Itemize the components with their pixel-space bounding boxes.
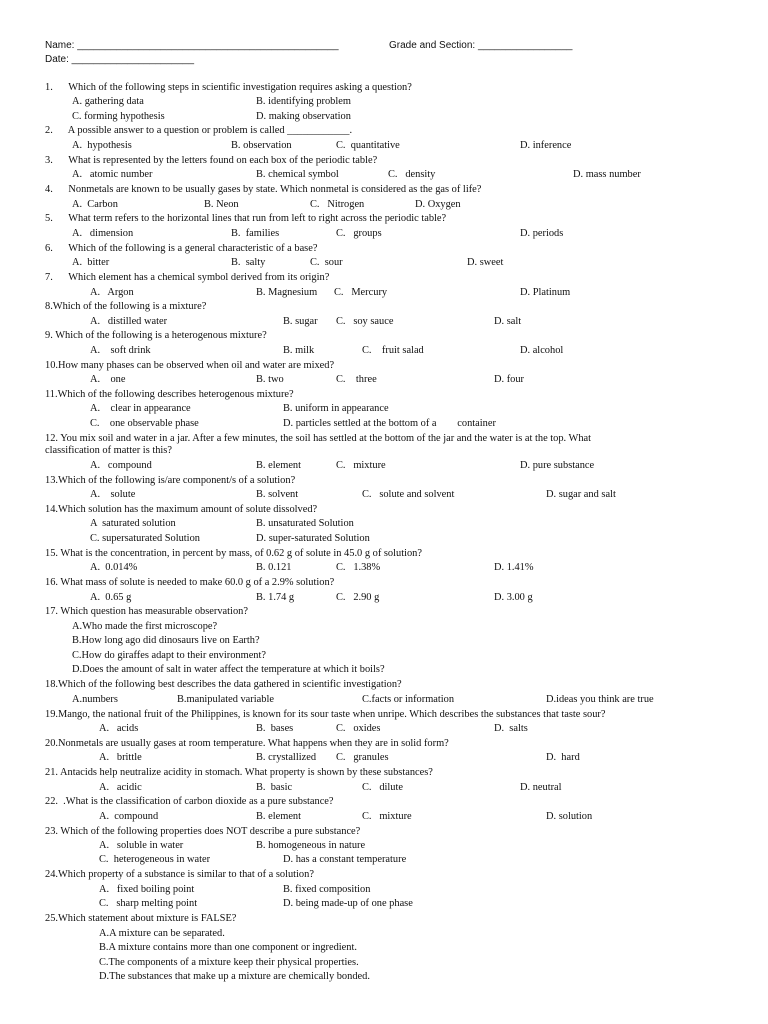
question-16: 16. What mass of solute is needed to make 60.0 g of a 2.9% solution? [45, 577, 335, 588]
q3-choice-d: D. mass number [573, 169, 641, 180]
q10-choice-a: A. one [90, 374, 126, 385]
q10-choice-b: B. two [256, 374, 284, 385]
question-9: 9. Which of the following is a heterogenous mixture? [45, 330, 267, 341]
q13-choice-c: C. solute and solvent [362, 489, 455, 500]
question-23: 23. Which of the following properties does NOT describe a pure substance? [45, 826, 361, 837]
q11-choice-b: B. uniform in appearance [283, 403, 389, 414]
question-24: 24.Which property of a substance is similar to that of a solution? [45, 869, 314, 880]
q6-choice-b: B. salty [231, 257, 266, 268]
question-18: 18.Which of the following best describes the data gathered in scientific investigation? [45, 679, 402, 690]
q12-choice-b: B. element [256, 460, 302, 471]
date-field[interactable]: Date: ______________________ [45, 54, 195, 65]
q1-choice-b: B. identifying problem [256, 96, 351, 107]
q16-choice-b: B. 1.74 g [256, 592, 295, 603]
q5-choice-b: B. families [231, 228, 280, 239]
q4-choice-c: C. Nitrogen [310, 199, 365, 210]
grade-section-field[interactable]: Grade and Section: _________________ [389, 40, 573, 51]
q14-choice-c: C. supersaturated Solution [90, 533, 200, 544]
question-6: 6. Which of the following is a general characteristic of a base? [45, 243, 318, 254]
q2-choice-b: B. observation [231, 140, 292, 151]
question-4: 4. Nonmetals are known to be usually gases by state. Which nonmetal is considered as the gas of life? [45, 184, 482, 195]
q20-choice-d: D. hard [546, 752, 580, 763]
q24-choice-c: C. sharp melting point [99, 898, 198, 909]
q1-choice-d: D. making observation [256, 111, 351, 122]
q2-choice-a: A. hypothesis [72, 140, 132, 151]
question-19: 19.Mango, the national fruit of the Philippines, is known for its sour taste when unripe. Which describes the substances that taste sour? [45, 709, 606, 720]
q25-choice-b: B.A mixture contains more than one component or ingredient. [99, 942, 357, 953]
q20-choice-b: B. crystallized [256, 752, 317, 763]
q6-choice-c: C. sour [310, 257, 343, 268]
q17-choice-a: A.Who made the first microscope? [72, 621, 218, 632]
q25-choice-a: A.A mixture can be separated. [99, 928, 225, 939]
q14-choice-d: D. super-saturated Solution [256, 533, 370, 544]
q1-choice-a: A. gathering data [72, 96, 144, 107]
q18-choice-b: B.manipulated variable [177, 694, 274, 705]
q8-choice-b: B. sugar [283, 316, 318, 327]
q24-choice-b: B. fixed composition [283, 884, 371, 895]
q10-choice-d: D. four [494, 374, 525, 385]
q22-choice-a: A. compound [99, 811, 159, 822]
q16-choice-c: C. 2.90 g [336, 592, 380, 603]
q3-choice-c: C. density [388, 169, 436, 180]
q4-choice-a: A. Carbon [72, 199, 118, 210]
question-17: 17. Which question has measurable observation? [45, 606, 248, 617]
q18-choice-d: D.ideas you think are true [546, 694, 654, 705]
question-12: 12. You mix soil and water in a jar. After a few minutes, the soil has settled at the bottom of the jar and the water is at the top. What [45, 433, 592, 444]
q5-choice-c: C. groups [336, 228, 382, 239]
question-3: 3. What is represented by the letters found on each box of the periodic table? [45, 155, 378, 166]
q5-choice-d: D. periods [520, 228, 564, 239]
question-10: 10.How many phases can be observed when oil and water are mixed? [45, 360, 335, 371]
question-1: 1. Which of the following steps in scientific investigation requires asking a question? [45, 82, 412, 93]
question-13: 13.Which of the following is/are component/s of a solution? [45, 475, 296, 486]
q12-choice-d: D. pure substance [520, 460, 595, 471]
question-7: 7. Which element has a chemical symbol derived from its origin? [45, 272, 330, 283]
q15-choice-d: D. 1.41% [494, 562, 534, 573]
q6-choice-d: D. sweet [467, 257, 504, 268]
q11-choice-d: D. particles settled at the bottom of a container [283, 418, 496, 429]
q19-choice-c: C. oxides [336, 723, 381, 734]
q8-choice-d: D. salt [494, 316, 522, 327]
q3-choice-b: B. chemical symbol [256, 169, 339, 180]
q9-choice-b: B. milk [283, 345, 315, 356]
q18-choice-c: C.facts or information [362, 694, 455, 705]
q4-choice-d: D. Oxygen [415, 199, 461, 210]
q21-choice-d: D. neutral [520, 782, 562, 793]
q23-choice-a: A. soluble in water [99, 840, 184, 851]
q18-choice-a: A.numbers [72, 694, 118, 705]
q22-choice-b: B. element [256, 811, 302, 822]
q23-choice-d: D. has a constant temperature [283, 854, 407, 865]
q24-choice-d: D. being made-up of one phase [283, 898, 413, 909]
q8-choice-c: C. soy sauce [336, 316, 394, 327]
q25-choice-d: D.The substances that make up a mixture are chemically bonded. [99, 971, 370, 982]
q10-choice-c: C. three [336, 374, 377, 385]
question-25: 25.Which statement about mixture is FALSE? [45, 913, 237, 924]
question-14: 14.Which solution has the maximum amount of solute dissolved? [45, 504, 318, 515]
q11-choice-a: A. clear in appearance [90, 403, 191, 414]
q6-choice-a: A. bitter [72, 257, 110, 268]
q14-choice-a: A saturated solution [90, 518, 176, 529]
question-15: 15. What is the concentration, in percent by mass, of 0.62 g of solute in 45.0 g of solution? [45, 548, 422, 559]
q9-choice-c: C. fruit salad [362, 345, 424, 356]
q19-choice-a: A. acids [99, 723, 139, 734]
q17-choice-d: D.Does the amount of salt in water affect the temperature at which it boils? [72, 664, 385, 675]
name-field[interactable]: Name: _______________________________________________ [45, 40, 339, 51]
q7-choice-a: A. Argon [90, 287, 134, 298]
q3-choice-a: A. atomic number [72, 169, 153, 180]
q23-choice-c: C. heterogeneous in water [99, 854, 211, 865]
q23-choice-b: B. homogeneous in nature [256, 840, 366, 851]
q15-choice-a: A. 0.014% [90, 562, 138, 573]
q9-choice-d: D. alcohol [520, 345, 564, 356]
q8-choice-a: A. distilled water [90, 316, 168, 327]
q20-choice-c: C. granules [336, 752, 389, 763]
q21-choice-a: A. acidic [99, 782, 142, 793]
q22-choice-d: D. solution [546, 811, 593, 822]
question-5: 5. What term refers to the horizontal lines that run from left to right across the periodic table? [45, 213, 447, 224]
q7-choice-c: C. Mercury [334, 287, 388, 298]
q2-choice-d: D. inference [520, 140, 572, 151]
q16-choice-a: A. 0.65 g [90, 592, 132, 603]
q16-choice-d: D. 3.00 g [494, 592, 533, 603]
q7-choice-d: D. Platinum [520, 287, 571, 298]
q22-choice-c: C. mixture [362, 811, 412, 822]
q15-choice-c: C. 1.38% [336, 562, 381, 573]
q13-choice-a: A. solute [90, 489, 136, 500]
question-21: 21. Antacids help neutralize acidity in stomach. What property is shown by these substances? [45, 767, 433, 778]
q13-choice-d: D. sugar and salt [546, 489, 616, 500]
q12-choice-a: A. compound [90, 460, 152, 471]
q4-choice-b: B. Neon [204, 199, 239, 210]
q21-choice-b: B. basic [256, 782, 293, 793]
q17-choice-c: C.How do giraffes adapt to their environment? [72, 650, 267, 661]
question-8: 8.Which of the following is a mixture? [45, 301, 207, 312]
q25-choice-c: C.The components of a mixture keep their physical properties. [99, 957, 359, 968]
q12-choice-c: C. mixture [336, 460, 386, 471]
q20-choice-a: A. brittle [99, 752, 142, 763]
q15-choice-b: B. 0.121 [256, 562, 292, 573]
q17-choice-b: B.How long ago did dinosaurs live on Earth? [72, 635, 260, 646]
q19-choice-b: B. bases [256, 723, 294, 734]
q1-choice-c: C. forming hypothesis [72, 111, 165, 122]
q2-choice-c: C. quantitative [336, 140, 400, 151]
question-11: 11.Which of the following describes heterogenous mixture? [45, 389, 294, 400]
q19-choice-d: D. salts [494, 723, 528, 734]
question-20: 20.Nonmetals are usually gases at room temperature. What happens when they are in solid form? [45, 738, 449, 749]
question-12-continued: classification of matter is this? [45, 445, 172, 456]
q5-choice-a: A. dimension [72, 228, 134, 239]
question-2: 2. A possible answer to a question or problem is called ____________. [45, 125, 353, 136]
q14-choice-b: B. unsaturated Solution [256, 518, 354, 529]
q24-choice-a: A. fixed boiling point [99, 884, 195, 895]
q11-choice-c: C. one observable phase [90, 418, 199, 429]
q9-choice-a: A. soft drink [90, 345, 151, 356]
q21-choice-c: C. dilute [362, 782, 403, 793]
q7-choice-b: B. Magnesium [256, 287, 318, 298]
question-22: 22. .What is the classification of carbon dioxide as a pure substance? [45, 796, 334, 807]
q13-choice-b: B. solvent [256, 489, 299, 500]
